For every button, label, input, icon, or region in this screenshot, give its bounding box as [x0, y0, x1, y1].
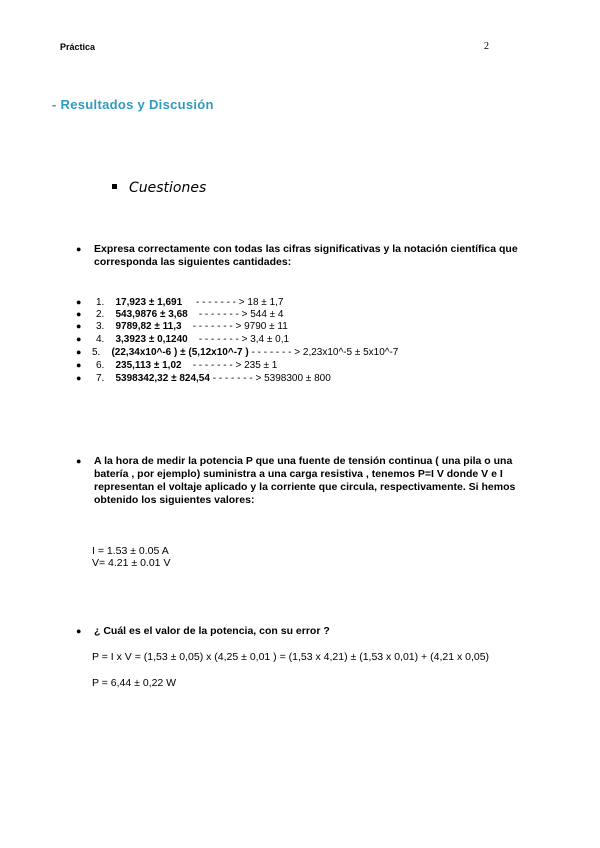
header-title: Práctica: [60, 42, 96, 52]
bullet-icon: ●: [76, 360, 82, 370]
bullet-icon: ●: [76, 297, 82, 307]
section-title: - Resultados y Discusión: [52, 97, 214, 112]
power-formula: P = I x V = (1,53 ± 0,05) x (4,25 ± 0,01 ) = (1,53 x 4,21) ± (1,53 x 0,01) + (4,21 x 0,05): [92, 651, 490, 663]
question-1: Expresa correctamente con todas las cifras significativas y la notación científica que corresponda las siguientes cantidades:: [94, 243, 518, 268]
bullet-icon: ●: [76, 347, 82, 357]
subsection-title: [112, 180, 206, 196]
subsection-label: Cuestiones: [129, 180, 207, 196]
bullet-icon: ●: [76, 244, 82, 254]
bullet-icon: ●: [76, 626, 82, 636]
bullet-icon: ●: [76, 456, 82, 466]
voltage-value: V= 4.21 ± 0.01 V: [92, 557, 171, 569]
bullet-icon: ●: [76, 373, 82, 383]
bullet-icon: ●: [76, 334, 82, 344]
current-value: I = 1.53 ± 0.05 A: [92, 545, 169, 557]
page-number: 2: [484, 41, 489, 52]
power-answer: P = 6,44 ± 0,22 W: [92, 677, 177, 689]
bullet-icon: ●: [76, 321, 82, 331]
square-bullet-icon: [112, 184, 117, 189]
bullet-icon: ●: [76, 309, 82, 319]
question-3: ¿ Cuál es el valor de la potencia, con su error ?: [94, 625, 330, 637]
question-2: A la hora de medir la potencia P que una fuente de tensión continua ( una pila o una batería , por ejemplo) suministra a una carga resistiva , tenemos P=I V donde V e I representan el voltaje aplicado y la corriente que circula, respectivamente. Si hemos obtenido los siguientes valores:: [94, 455, 516, 506]
